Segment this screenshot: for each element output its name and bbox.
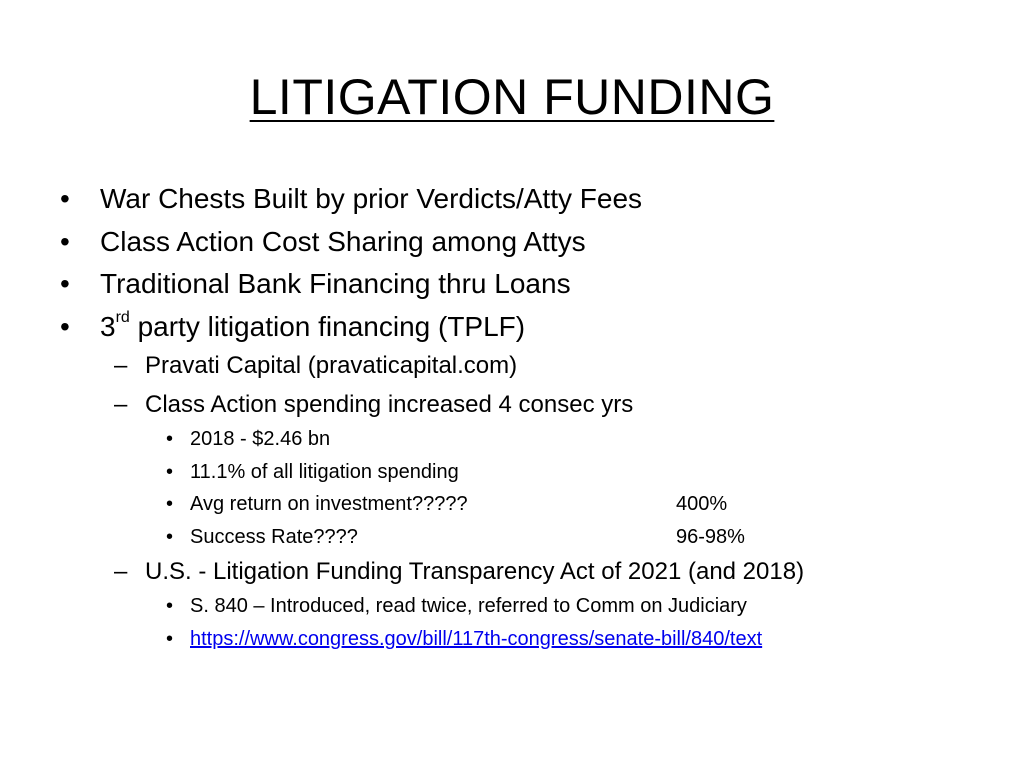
point-text: Avg return on investment????? <box>190 493 468 515</box>
point-text: S. 840 – Introduced, read twice, referred to Comm on Judiciary <box>190 595 747 617</box>
point-text: 2018 - $2.46 bn <box>190 428 331 450</box>
point-marker: • <box>166 493 174 515</box>
superscript-rd: rd <box>115 308 130 326</box>
bullet-text: War Chests Built by prior Verdicts/Atty Fees <box>100 183 643 214</box>
sub-bullet-text: Class Action spending increased 4 consec yrs <box>145 391 634 418</box>
point-marker: • <box>166 461 174 483</box>
slide-title <box>0 62 1024 132</box>
point-marker: • <box>166 595 174 617</box>
sub-bullet-marker: – <box>114 352 128 379</box>
point-value: 400% <box>676 493 728 515</box>
bullet-marker: • <box>60 311 70 342</box>
bullet-text <box>100 309 525 345</box>
sub-bullet-marker: – <box>114 558 128 585</box>
bullet-text-pre: 3 <box>100 311 116 342</box>
slide-title-text: LITIGATION FUNDING <box>249 69 775 125</box>
sub-bullet-text: U.S. - Litigation Funding Transparency Act of 2021 (and 2018) <box>145 558 805 585</box>
bullet-text: Class Action Cost Sharing among Attys <box>100 226 586 257</box>
bullet-marker: • <box>60 268 70 299</box>
point-text <box>190 625 762 653</box>
congress-bill-link[interactable]: https://www.congress.gov/bill/117th-congress/senate-bill/840/text <box>190 628 763 650</box>
bullet-marker: • <box>60 226 70 257</box>
sub-bullet-marker: – <box>114 391 128 418</box>
point-marker: • <box>166 628 174 650</box>
point-marker: • <box>166 428 174 450</box>
point-text: 11.1% of all litigation spending <box>190 461 459 483</box>
bullet-marker: • <box>60 183 70 214</box>
point-value: 96-98% <box>676 526 745 548</box>
bullet-text-post: party litigation financing (TPLF) <box>129 311 526 342</box>
point-marker: • <box>166 526 174 548</box>
point-text: Success Rate???? <box>190 526 358 548</box>
bullet-text: Traditional Bank Financing thru Loans <box>100 268 571 299</box>
sub-bullet-text: Pravati Capital (pravaticapital.com) <box>145 352 518 379</box>
